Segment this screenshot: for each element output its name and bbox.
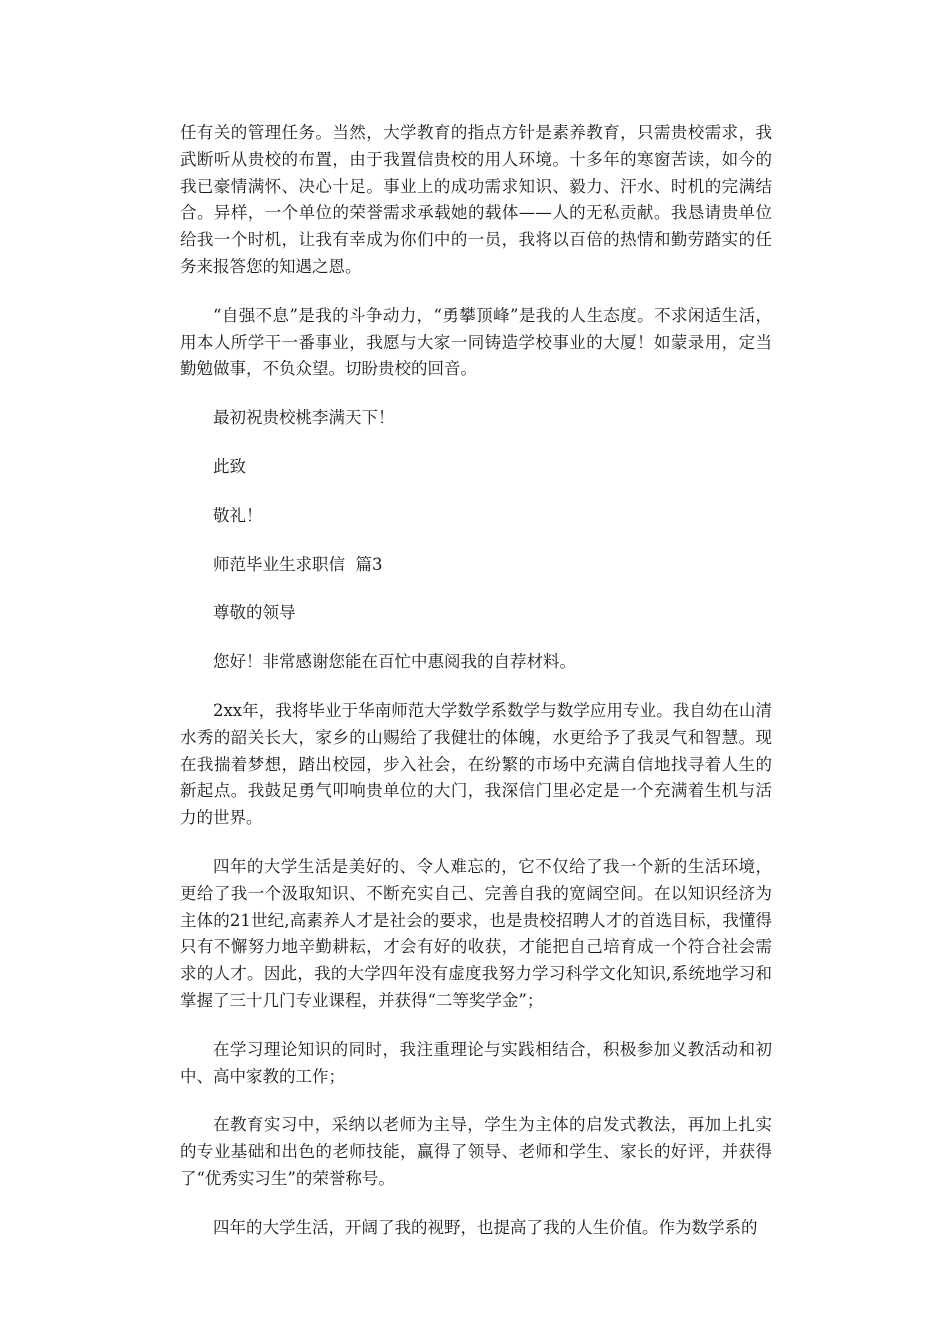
paragraph-background: 2xx年，我将毕业于华南师范大学数学系数学与数学应用专业。我自幼在山清水秀的韶关长大，家乡的山赐给了我健壮的体魄，水更给予了我灵气和智慧。现在我揣着梦想，踏出校园，步入社会，在纷繁的市场中充满自信地找寻着人生的新起点。我鼓足勇气叩响贵单位的大门，我深信门里必定是一个充满着生机与活力的世界。 (180, 700, 772, 828)
paragraph-values: 四年的大学生活，开阔了我的视野，也提高了我的人生价值。作为数学系的 (213, 1217, 758, 1237)
greeting-recipient: 尊敬的领导 (213, 603, 296, 623)
salutation-cizhi: 此致 (213, 456, 246, 476)
document-body (180, 120, 772, 1264)
paragraph-university-life: 四年的大学生活是美好的、令人难忘的，它不仅给了我一个新的生活环境，更给了我一个汲取知识、不断充实自己、完善自我的宽阔空间。在以知识经济为主体的21世纪,高素养人才是社会的要求，也是贵校招聘人才的首选目标，我懂得只有不懈努力地辛勤耕耘，才会有好的收获，才能把自己培育成一个符合社会需求的人才。因此，我的大学四年没有虚度我努力学习科学文化知识,系统地学习和掌握了三十几门专业课程，并获得“二等奖学金”； (180, 856, 772, 1010)
paragraph-motto: “自强不息”是我的斗争动力，“勇攀顶峰”是我的人生态度。不求闲适生活，用本人所学干一番事业，我愿与大家一同铸造学校事业的大厦！如蒙录用，定当勤勉做事，不负众望。切盼贵校的回音。 (180, 305, 772, 379)
section-heading: 师范毕业生求职信 篇3 (213, 554, 383, 574)
paragraph-wish: 最初祝贵校桃李满天下！ (213, 408, 395, 428)
paragraph-practice: 在学习理论知识的同时，我注重理论与实践相结合，积极参加义教活动和初中、高中家教的工作； (180, 1039, 772, 1086)
paragraph-closing-duties: 任有关的管理任务。当然，大学教育的指点方针是素养教育，只需贵校需求，我武断听从贵校的布置，由于我置信贵校的用人环境。十多年的寒窗苦读，如今的我已豪情满怀、决心十足。事业上的成功需求知识、毅力、汗水、时机的完满结合。异样，一个单位的荣誉需求承载她的载体——人的无私贡献。我恳请贵单位给我一个时机，让我有幸成为你们中的一员，我将以百倍的热情和勤劳踏实的任务来报答您的知遇之恩。 (180, 123, 772, 276)
salutation-jingli: 敬礼！ (213, 505, 263, 525)
paragraph-internship: 在教育实习中，采纳以老师为主导，学生为主体的启发式教法，再加上扎实的专业基础和出色的老师技能，赢得了领导、老师和学生、家长的好评，并获得了“优秀实习生”的荣誉称号。 (180, 1115, 772, 1188)
greeting-opening: 您好！非常感谢您能在百忙中惠阅我的自荐材料。 (213, 652, 576, 672)
